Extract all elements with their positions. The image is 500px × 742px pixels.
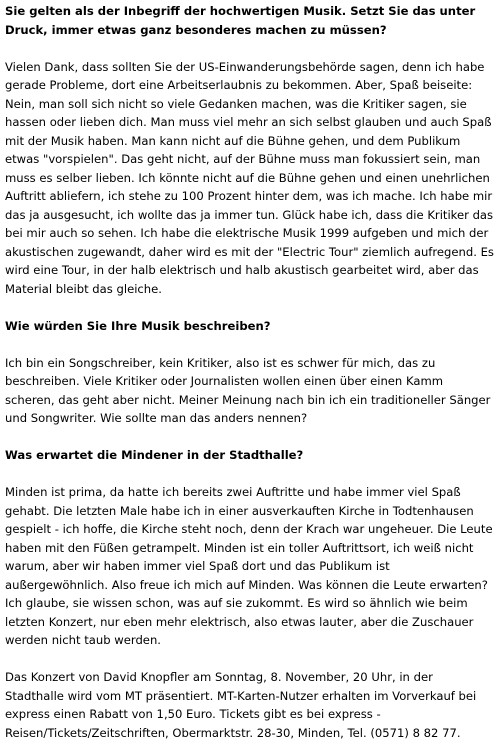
question-1: Sie gelten als der Inbegriff der hochwertigen Musik. Setzt Sie das unter Druck, immer etwas ganz besonderes machen zu müssen?	[5, 4, 476, 37]
question-2: Wie würden Sie Ihre Musik beschreiben?	[5, 318, 271, 333]
concert-info: Das Konzert von David Knopfler am Sonntag, 8. November, 20 Uhr, in der Stadthalle wird vom MT präsentiert. MT-Karten-Nutzer erhalten im Vorverkauf bei express einen Rabatt von 1,50 Euro. Tickets gibt es bei express - Reisen/Tickets/Zeitschriften, Obermarktstr. 28-30, Minden, Tel. (0571) 8 82 77.	[5, 670, 477, 740]
question-3: Was erwartet die Mindener in der Stadthalle?	[5, 448, 304, 462]
interview-article	[5, 2, 495, 742]
answer-2: Ich bin ein Songschreiber, kein Kritiker, also ist es schwer für mich, das zu beschreiben. Viele Kritiker oder Journalisten wollen einen über einen Kamm scheren, das geht aber nicht. Meiner Meinung nach bin ich ein traditioneller Sänger und Songwriter. Wie sollte man das anders nennen?	[5, 355, 491, 425]
answer-3: Minden ist prima, da hatte ich bereits zwei Auftritte und habe immer viel Spaß gehabt. Die letzten Male habe ich in einer ausverkauften Kirche in Todtenhausen gespielt - ich hoffe, die Kirche steht noch, denn der Krach war ungeheuer. Die Leute haben mit den Füßen getrampelt. Minden ist ein toller Auftrittsort, ich weiß nicht warum, aber wir haben immer viel Spaß dort und das Publikum ist außergewöhnlich. Also freue ich mich auf Minden. Was können die Leute erwarten? Ich glaube, sie wissen schon, was auf sie zukommt. Es wird so ähnlich wie beim letzten Konzert, nur eben mehr elektrisch, also etwas lauter, aber die Zuschauer werden nicht taub werden.	[5, 485, 493, 647]
answer-1: Vielen Dank, dass sollten Sie der US-Einwanderungsbehörde sagen, denn ich habe gerade Probleme, dort eine Arbeitserlaubnis zu bekommen. Aber, Spaß beiseite: Nein, man soll sich nicht so viele Gedanken machen, was die Kritiker sagen, sie hassen oder lieben dich. Man muss viel mehr an sich selbst glauben und auch Spaß mit der Musik haben. Man kann nicht auf die Bühne gehen, und dem Publikum etwas "vorspielen". Das geht nicht, auf der Bühne muss man fokussiert sein, man muss es selber lieben. Ich könnte nicht auf die Bühne gehen und einen unehrlichen Auftritt abliefern, ich stehe zu 100 Prozent hinter dem, was ich mache. Ich habe mir das ja ausgesucht, ich wollte das ja immer tun. Glück habe ich, dass die Kritiker das bei mir auch so sehen. Ich habe die elektrische Musik 1999 aufgeben und mich der akustischen zugewandt, daher wird es mit der "Electric Tour" ziemlich aufregend. Es wird eine Tour, in der halb elektrisch und halb akustisch gearbeitet wird, aber das Material bleibt das gleiche.	[5, 59, 494, 296]
